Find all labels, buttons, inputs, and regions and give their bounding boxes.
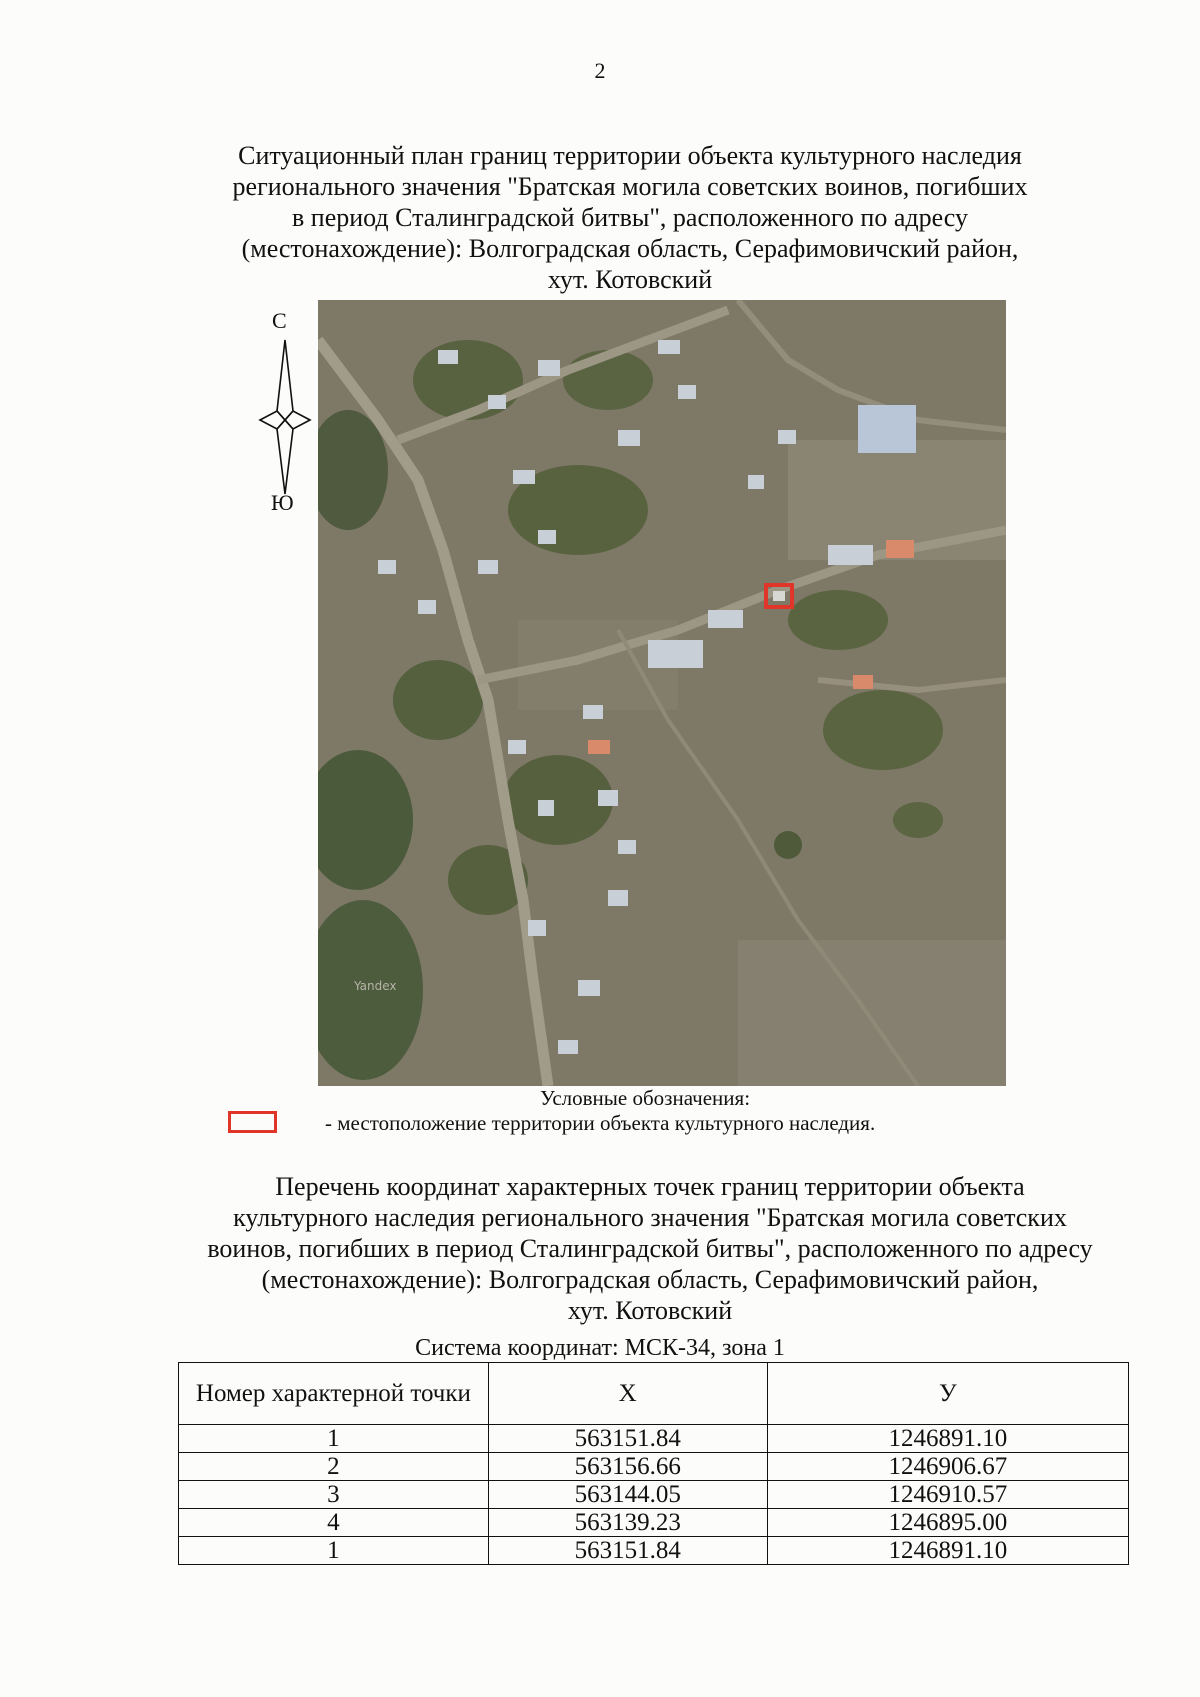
plan-title-line: в период Сталинградской битвы", расположенного по адресу: [292, 203, 968, 232]
cell-y: 1246895.00: [767, 1509, 1128, 1537]
plan-title-line: хут. Котовский: [547, 265, 713, 294]
table-header-row: [179, 1363, 1129, 1425]
table-row: [179, 1537, 1129, 1565]
cell-point-number: 1: [179, 1537, 489, 1565]
list-title-line: воинов, погибших в период Сталинградской битвы", расположенного по адресу: [207, 1234, 1093, 1263]
satellite-map: [318, 300, 1006, 1086]
cell-point-number: 3: [179, 1481, 489, 1509]
compass-arrow-icon: [255, 308, 315, 518]
legend-swatch: [228, 1111, 277, 1133]
cell-x: 563156.66: [488, 1453, 767, 1481]
compass-south-label: Ю: [271, 490, 294, 515]
table-row: [179, 1509, 1129, 1537]
cell-y: 1246906.67: [767, 1453, 1128, 1481]
list-title-line: культурного наследия регионального значения "Братская могила советских: [233, 1203, 1067, 1232]
satellite-map-image: [318, 300, 1006, 1086]
header-point-number: Номер характерной точки: [179, 1363, 489, 1425]
table-row: [179, 1481, 1129, 1509]
cell-x: 563139.23: [488, 1509, 767, 1537]
compass-north-label: С: [272, 308, 287, 333]
cell-y: 1246891.10: [767, 1425, 1128, 1453]
list-title-line: Перечень координат характерных точек границ территории объекта: [275, 1172, 1025, 1201]
plan-title-line: (местонахождение): Волгоградская область, Серафимовичский район,: [241, 234, 1019, 263]
plan-title-line: регионального значения "Братская могила советских воинов, погибших: [232, 172, 1028, 201]
legend-title: Условные обозначения:: [540, 1086, 751, 1110]
table-row: [179, 1425, 1129, 1453]
map-watermark: Yandex: [354, 979, 397, 993]
cell-point-number: 4: [179, 1509, 489, 1537]
cell-x: 563144.05: [488, 1481, 767, 1509]
list-title-line: хут. Котовский: [567, 1296, 733, 1325]
header-x: X: [488, 1363, 767, 1425]
cell-x: 563151.84: [488, 1425, 767, 1453]
cell-y: 1246891.10: [767, 1537, 1128, 1565]
page-number: 2: [594, 58, 606, 83]
list-title-line: (местонахождение): Волгоградская область, Серафимовичский район,: [261, 1265, 1039, 1294]
coordinates-list-title: [160, 1171, 1140, 1326]
coordinate-system-label: Система координат: МСК-34, зона 1: [415, 1335, 785, 1361]
cell-x: 563151.84: [488, 1537, 767, 1565]
header-y: У: [767, 1363, 1128, 1425]
table-row: [179, 1453, 1129, 1481]
cell-y: 1246910.57: [767, 1481, 1128, 1509]
legend-item-label: - местоположение территории объекта культурного наследия.: [325, 1111, 876, 1135]
cell-point-number: 1: [179, 1425, 489, 1453]
plan-title: [180, 140, 1080, 295]
cell-point-number: 2: [179, 1453, 489, 1481]
plan-title-line: Ситуационный план границ территории объекта культурного наследия: [238, 141, 1022, 170]
coordinates-table: [178, 1362, 1129, 1565]
